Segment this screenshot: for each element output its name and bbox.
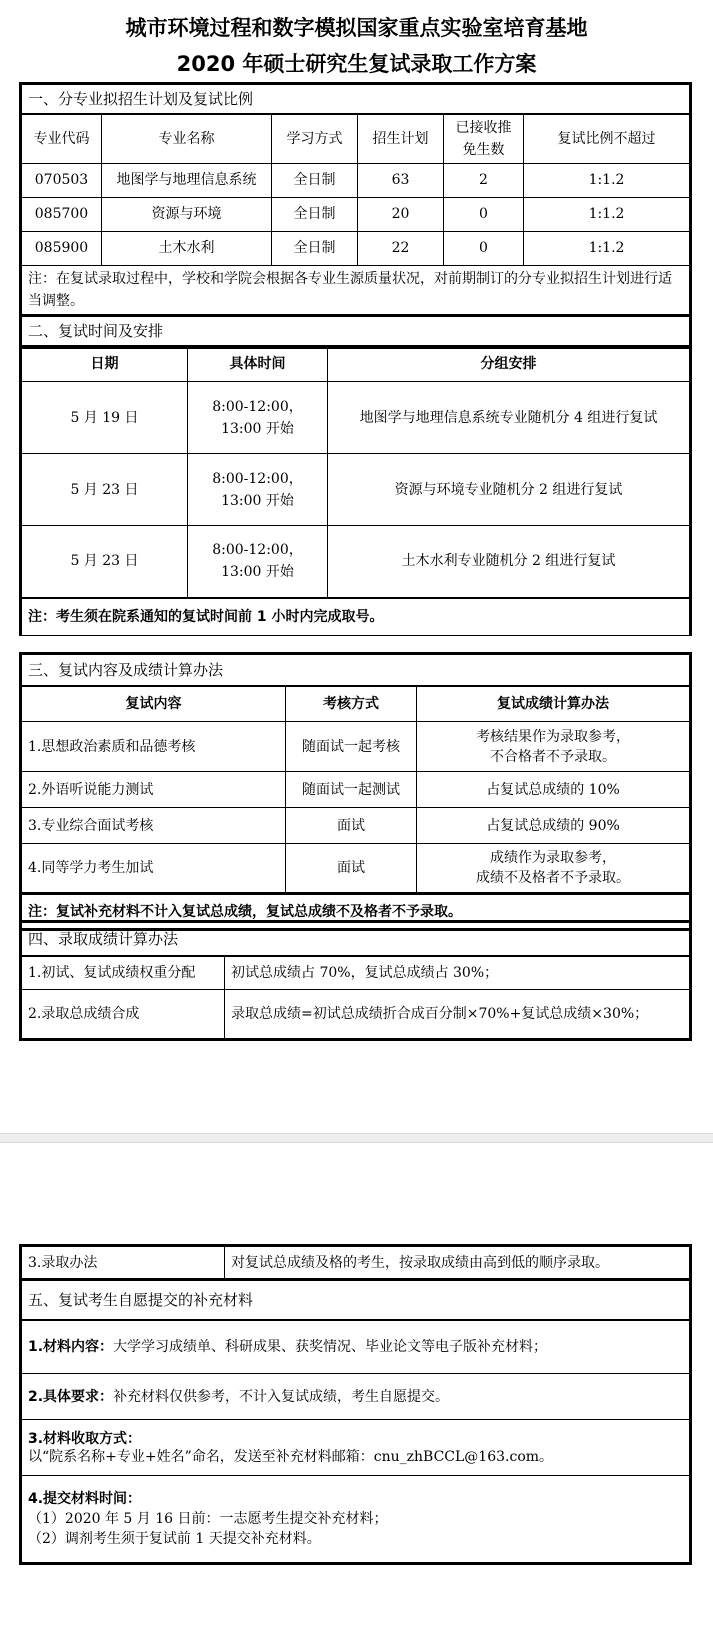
page-title-line1: 城市环境过程和数字模拟国家重点实验室培育基地 [125, 16, 588, 40]
cell-content: 1.思想政治素质和品德考核 [21, 722, 286, 772]
section4-continued-table [19, 1244, 692, 1281]
section5-item3: 3.材料收取方式： 以“院系名称+专业+姓名”命名，发送至补充材料邮箱：cnu_zhBCCL@163.com。 [21, 1420, 691, 1476]
cell-date: 5 月 23 日 [21, 526, 188, 598]
cell-code: 085900 [21, 231, 102, 265]
table-row [21, 526, 691, 598]
cell-name: 资源与环境 [102, 197, 272, 231]
cell-value: 录取总成绩=初试总成绩折合成百分制×70%+复试总成绩×30%； [225, 990, 691, 1040]
cell-recommended: 0 [444, 197, 524, 231]
cell-label: 1.初试、复试成绩权重分配 [21, 956, 225, 990]
section5-table [19, 1278, 692, 1565]
section1-note: 注：在复试录取过程中，学校和学院会根据各专业生源质量状况，对前期制订的分专业拟招生计划进行适当调整。 [21, 265, 691, 315]
section3-note: 注：复试补充材料不计入复试总成绩，复试总成绩不及格者不予录取。 [21, 894, 691, 930]
table-row [21, 990, 691, 1040]
cell-label: 3.录取办法 [21, 1246, 225, 1280]
cell-recommended: 2 [444, 163, 524, 197]
cell-method: 面试 [286, 844, 417, 894]
cell-time: 8:00-12:00， 13:00 开始 [188, 454, 328, 526]
cell-content: 2.外语听说能力测试 [21, 772, 286, 808]
section3-table [19, 652, 692, 931]
cell-name: 地图学与地理信息系统 [102, 163, 272, 197]
cell-method: 随面试一起考核 [286, 722, 417, 772]
cell-time: 8:00-12:00， 13:00 开始 [188, 526, 328, 598]
cell-recommended: 0 [444, 231, 524, 265]
page-title-line2: 2020 年硕士研究生复试录取工作方案 [176, 52, 537, 76]
cell-value: 对复试总成绩及格的考生，按录取成绩由高到低的顺序录取。 [225, 1246, 691, 1280]
cell-ratio: 1:1.2 [524, 163, 691, 197]
cell-calc: 占复试总成绩的 10% [417, 772, 691, 808]
header-name: 专业名称 [102, 114, 272, 164]
cell-group: 地图学与地理信息系统专业随机分 4 组进行复试 [328, 382, 691, 454]
cell-plan: 22 [358, 231, 444, 265]
table-row [21, 163, 691, 197]
cell-time: 8:00-12:00， 13:00 开始 [188, 382, 328, 454]
section5-item1: 1.材料内容：大学学习成绩单、科研成果、获奖情况、毕业论文等电子版补充材料； [21, 1320, 691, 1374]
cell-method: 随面试一起测试 [286, 772, 417, 808]
section4-heading: 四、录取成绩计算办法 [21, 922, 691, 956]
header-group: 分组安排 [328, 346, 691, 382]
header-time: 具体时间 [188, 346, 328, 382]
cell-content: 3.专业综合面试考核 [21, 808, 286, 844]
section4-table [19, 920, 692, 1041]
cell-label: 2.录取总成绩合成 [21, 990, 225, 1040]
table-row [21, 1246, 691, 1280]
section2-table [19, 345, 692, 636]
table-row [21, 808, 691, 844]
header-recommended: 已接收推免生数 [444, 114, 524, 164]
table-row [21, 382, 691, 454]
cell-calc: 考核结果作为录取参考， 不合格者不予录取。 [417, 722, 691, 772]
cell-method: 面试 [286, 808, 417, 844]
section1-heading: 一、分专业拟招生计划及复试比例 [21, 84, 691, 114]
cell-group: 土木水利专业随机分 2 组进行复试 [328, 526, 691, 598]
header-mode: 学习方式 [272, 114, 358, 164]
header-date: 日期 [21, 346, 188, 382]
cell-plan: 20 [358, 197, 444, 231]
section5-item2: 2.具体要求：补充材料仅供参考，不计入复试成绩，考生自愿提交。 [21, 1374, 691, 1420]
cell-value: 初试总成绩占 70%，复试总成绩占 30%； [225, 956, 691, 990]
section2-note: 注：考生须在院系通知的复试时间前 1 小时内完成取号。 [21, 598, 691, 636]
header-ratio: 复试比例不超过 [524, 114, 691, 164]
cell-ratio: 1:1.2 [524, 197, 691, 231]
section5-item4: 4.提交材料时间： （1）2020 年 5 月 16 日前：一志愿考生提交补充材料； （2）调剂考生须于复试前 1 天提交补充材料。 [21, 1476, 691, 1564]
section2-heading: 二、复试时间及安排 [21, 315, 691, 347]
table-row [21, 454, 691, 526]
cell-ratio: 1:1.2 [524, 231, 691, 265]
header-plan: 招生计划 [358, 114, 444, 164]
cell-plan: 63 [358, 163, 444, 197]
cell-calc: 成绩作为录取参考， 成绩不及格者不予录取。 [417, 844, 691, 894]
header-calc: 复试成绩计算办法 [417, 686, 691, 722]
cell-calc: 占复试总成绩的 90% [417, 808, 691, 844]
header-content: 复试内容 [21, 686, 286, 722]
cell-mode: 全日制 [272, 197, 358, 231]
header-code: 专业代码 [21, 114, 102, 164]
cell-code: 085700 [21, 197, 102, 231]
table-row [21, 197, 691, 231]
table-row [21, 844, 691, 894]
section3-heading: 三、复试内容及成绩计算办法 [21, 654, 691, 686]
table-row [21, 956, 691, 990]
table-row [21, 722, 691, 772]
section1-table [19, 82, 692, 349]
cell-date: 5 月 19 日 [21, 382, 188, 454]
page-break [0, 1133, 713, 1143]
cell-code: 070503 [21, 163, 102, 197]
table-row [21, 772, 691, 808]
cell-name: 土木水利 [102, 231, 272, 265]
cell-date: 5 月 23 日 [21, 454, 188, 526]
cell-content: 4.同等学力考生加试 [21, 844, 286, 894]
header-method: 考核方式 [286, 686, 417, 722]
table-row [21, 231, 691, 265]
cell-group: 资源与环境专业随机分 2 组进行复试 [328, 454, 691, 526]
section5-heading: 五、复试考生自愿提交的补充材料 [21, 1280, 691, 1320]
cell-mode: 全日制 [272, 231, 358, 265]
cell-mode: 全日制 [272, 163, 358, 197]
